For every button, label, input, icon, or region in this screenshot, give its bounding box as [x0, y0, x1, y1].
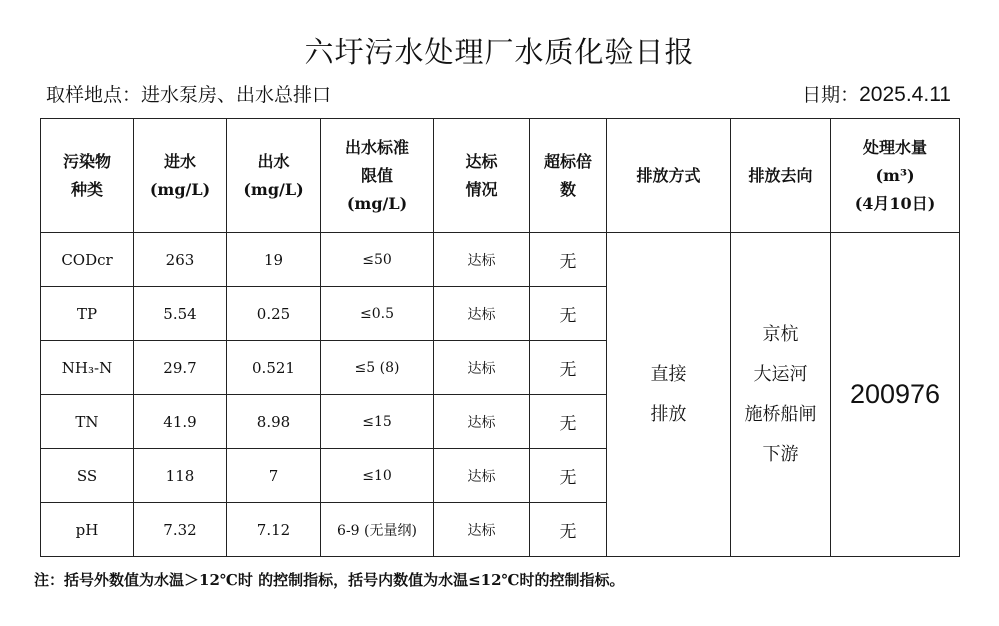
date-label: 日期： — [802, 84, 860, 106]
influent-value: 7.32 — [134, 503, 227, 557]
exceed-value: 无 — [530, 449, 607, 503]
pollutant-name: TN — [41, 395, 134, 449]
limit-value: 6-9 (无量纲) — [321, 503, 434, 557]
exceed-value: 无 — [530, 503, 607, 557]
limit-value: ≤10 — [321, 449, 434, 503]
limit-value: ≤15 — [321, 395, 434, 449]
status-value: 达标 — [434, 395, 530, 449]
header-effluent: 出水 (mg/L) — [227, 119, 321, 233]
influent-value: 29.7 — [134, 341, 227, 395]
pollutant-name: CODcr — [41, 233, 134, 287]
header-discharge-dest: 排放去向 — [731, 119, 831, 233]
exceed-value: 无 — [530, 233, 607, 287]
exceed-value: 无 — [530, 395, 607, 449]
exceed-value: 无 — [530, 287, 607, 341]
status-value: 达标 — [434, 233, 530, 287]
effluent-value: 0.521 — [227, 341, 321, 395]
report-date — [802, 80, 951, 107]
effluent-value: 7 — [227, 449, 321, 503]
date-value: 2025.4.11 — [859, 83, 951, 106]
effluent-value: 0.25 — [227, 287, 321, 341]
header-volume: 处理水量 (m³) (4月10日) — [831, 119, 960, 233]
discharge-destination: 京杭 大运河 施桥船闸 下游 — [731, 233, 831, 557]
header-limit: 出水标准 限值 (mg/L) — [321, 119, 434, 233]
pollutant-name: NH₃-N — [41, 341, 134, 395]
header-pollutant: 污染物 种类 — [41, 119, 134, 233]
pollutant-name: SS — [41, 449, 134, 503]
effluent-value: 7.12 — [227, 503, 321, 557]
influent-value: 263 — [134, 233, 227, 287]
status-value: 达标 — [434, 449, 530, 503]
exceed-value: 无 — [530, 341, 607, 395]
header-exceed: 超标倍 数 — [530, 119, 607, 233]
influent-value: 5.54 — [134, 287, 227, 341]
header-row — [41, 119, 960, 233]
status-value: 达标 — [434, 503, 530, 557]
sampling-location: 取样地点：进水泵房、出水总排口 — [46, 84, 332, 106]
influent-value: 41.9 — [134, 395, 227, 449]
influent-value: 118 — [134, 449, 227, 503]
limit-value: ≤50 — [321, 233, 434, 287]
header-status: 达标 情况 — [434, 119, 530, 233]
report-title: 六圩污水处理厂水质化验日报 — [304, 35, 695, 69]
table-row — [41, 233, 960, 287]
status-value: 达标 — [434, 287, 530, 341]
footnote: 注：括号外数值为水温＞12℃时 的控制指标，括号内数值为水温≤12℃时的控制指标。 — [34, 571, 625, 589]
pollutant-name: TP — [41, 287, 134, 341]
header-discharge-method: 排放方式 — [607, 119, 731, 233]
effluent-value: 19 — [227, 233, 321, 287]
status-value: 达标 — [434, 341, 530, 395]
water-quality-table — [40, 118, 960, 557]
discharge-method: 直接 排放 — [607, 233, 731, 557]
effluent-value: 8.98 — [227, 395, 321, 449]
pollutant-name: pH — [41, 503, 134, 557]
limit-value: ≤0.5 — [321, 287, 434, 341]
treated-volume: 200976 — [831, 233, 960, 557]
header-influent: 进水 (mg/L) — [134, 119, 227, 233]
limit-value: ≤5 (8) — [321, 341, 434, 395]
